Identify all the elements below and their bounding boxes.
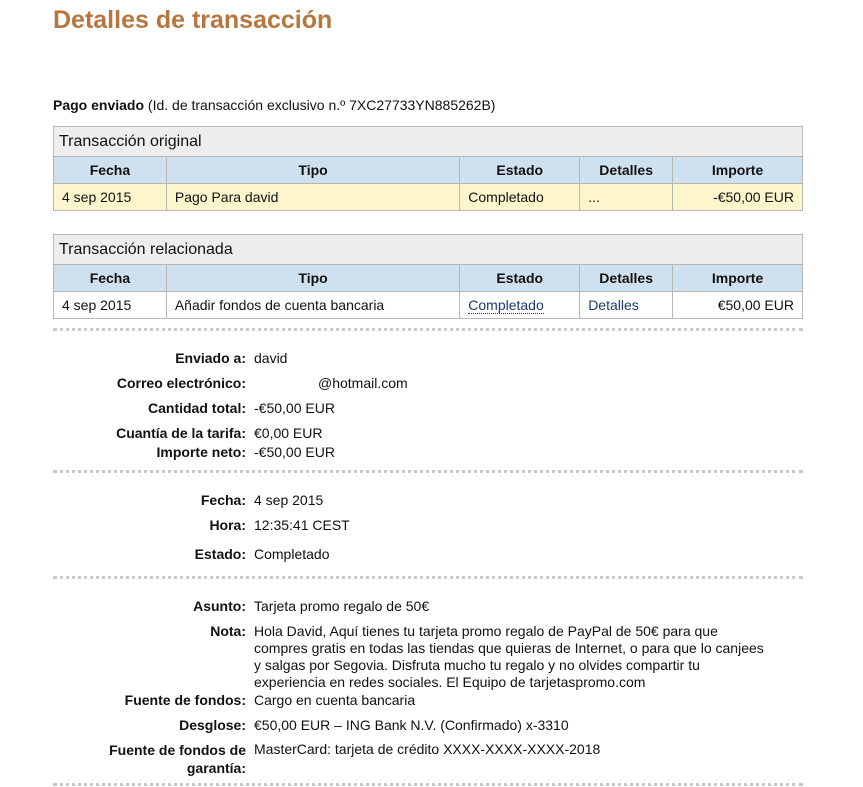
cell-tipo: Pago Para david — [166, 184, 459, 211]
time-label: Hora: — [209, 517, 246, 533]
col-detalles: Detalles — [580, 157, 673, 184]
col-estado: Estado — [460, 157, 580, 184]
cell-detalles: ... — [580, 184, 673, 211]
details-link[interactable]: Detalles — [588, 297, 639, 313]
fee-label: Cuantía de la tarifa: — [116, 425, 246, 441]
cell-tipo: Añadir fondos de cuenta bancaria — [166, 292, 459, 319]
funding-source-value: Cargo en cuenta bancaria — [254, 692, 416, 708]
table-row — [54, 184, 803, 211]
related-transaction-table — [53, 234, 803, 319]
col-tipo: Tipo — [166, 157, 459, 184]
net-value: -€50,00 EUR — [254, 444, 335, 460]
col-estado: Estado — [460, 265, 580, 292]
payment-sent-line — [53, 97, 495, 113]
original-transaction-table — [53, 126, 803, 211]
status-label: Estado: — [194, 546, 246, 562]
col-fecha: Fecha — [54, 265, 167, 292]
email-label: Correo electrónico: — [116, 375, 246, 391]
table-caption: Transacción original — [54, 127, 803, 157]
page-title: Detalles de transacción — [53, 6, 333, 34]
status-value: Completado — [254, 546, 330, 562]
date-value: 4 sep 2015 — [254, 492, 324, 508]
col-importe: Importe — [673, 157, 803, 184]
divider — [53, 470, 803, 473]
funding-source-label: Fuente de fondos: — [124, 692, 246, 708]
cell-fecha: 4 sep 2015 — [54, 184, 167, 211]
subject-label: Asunto: — [193, 598, 246, 614]
payment-sent-label: Pago enviado — [53, 97, 145, 113]
breakdown-value: €50,00 EUR – ING Bank N.V. (Confirmado) x-3310 — [254, 717, 569, 733]
note-label: Nota: — [210, 623, 246, 639]
backup-funding-label: Fuente de fondos de garantía: — [109, 742, 246, 776]
note-value: Hola David, Aquí tienes tu tarjeta promo regalo de PayPal de 50€ para que compres gratis en todas las tiendas que quieras de Internet, o para que lo canjees y salgas por Segovia. Disfruta mucho tu regalo y no olvides compartir tu experiencia en redes sociales. El Equipo de tarjetaspromo.com — [254, 623, 764, 690]
divider — [53, 783, 803, 786]
table-caption: Transacción relacionada — [54, 235, 803, 265]
date-label: Fecha: — [200, 492, 246, 508]
backup-funding-value: MasterCard: tarjeta de crédito XXXX-XXXX-XXXX-2018 — [254, 741, 601, 757]
col-fecha: Fecha — [54, 157, 167, 184]
breakdown-label: Desglose: — [179, 717, 246, 733]
divider — [53, 576, 803, 579]
fee-value: €0,00 EUR — [254, 425, 323, 441]
cell-importe: -€50,00 EUR — [673, 184, 803, 211]
net-label: Importe neto: — [156, 444, 246, 460]
total-value: -€50,00 EUR — [254, 400, 335, 416]
col-tipo: Tipo — [166, 265, 459, 292]
col-detalles: Detalles — [580, 265, 673, 292]
time-value: 12:35:41 CEST — [254, 517, 350, 533]
col-importe: Importe — [673, 265, 803, 292]
cell-importe: €50,00 EUR — [673, 292, 803, 319]
cell-estado: Completado — [460, 184, 580, 211]
sent-to-value: david — [254, 350, 288, 366]
cell-fecha: 4 sep 2015 — [54, 292, 167, 319]
transaction-id: (Id. de transacción exclusivo n.º 7XC27733YN885262B) — [147, 97, 496, 113]
status-link[interactable]: Completado — [468, 297, 544, 313]
subject-value: Tarjeta promo regalo de 50€ — [254, 598, 430, 614]
total-label: Cantidad total: — [148, 400, 246, 416]
table-row — [54, 292, 803, 319]
sent-to-label: Enviado a: — [175, 350, 246, 366]
email-value: @hotmail.com — [318, 375, 408, 391]
divider — [53, 328, 803, 331]
